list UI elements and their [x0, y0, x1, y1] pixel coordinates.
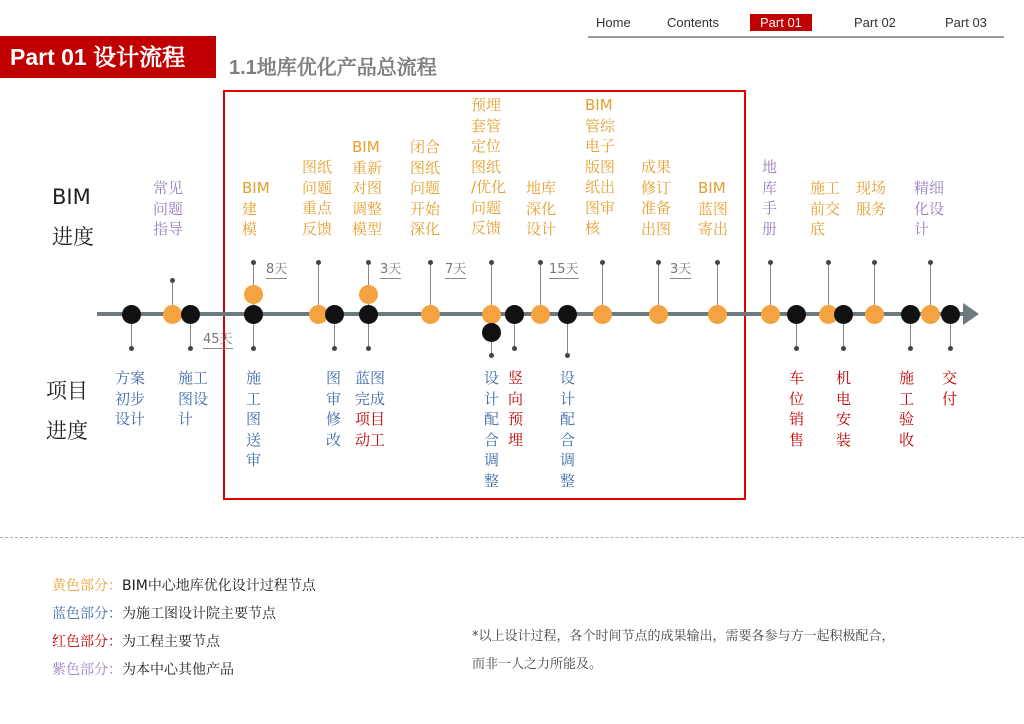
nav-home[interactable]: Home — [596, 15, 631, 30]
bim-milestone-node — [531, 305, 550, 324]
legend-label: 红色部分： — [52, 634, 122, 650]
node-pin — [872, 260, 877, 265]
project-milestone-node — [558, 305, 577, 324]
legend-item — [52, 659, 234, 679]
legend-label: 黄色部分： — [52, 578, 122, 594]
project-milestone-node — [359, 305, 378, 324]
bim-step-label: BIM 重新 对图 调整 模型 — [352, 138, 383, 238]
bim-milestone-node — [593, 305, 612, 324]
project-milestone-node — [787, 305, 806, 324]
bim-step-label: 施工 前交 底 — [810, 179, 841, 238]
node-pin — [332, 346, 337, 351]
node-pin — [768, 260, 773, 265]
bim-milestone-node — [649, 305, 668, 324]
legend-item — [52, 631, 220, 651]
duration-label: 8天 — [266, 258, 287, 279]
row-label-bim: BIM 进度 — [52, 185, 94, 249]
duration-label: 45天 — [203, 328, 233, 349]
project-step-label: 方案 初步 设计 — [115, 369, 146, 428]
bim-milestone-node — [865, 305, 884, 324]
node-pin — [251, 346, 256, 351]
node-pin — [715, 260, 720, 265]
duration-label: 7天 — [445, 258, 466, 279]
bim-milestone-node — [359, 285, 378, 304]
bim-step-label: 地 库 手 册 — [762, 158, 778, 238]
node-pin — [366, 346, 371, 351]
legend-item — [52, 603, 276, 623]
page-subtitle: 1.1地库优化产品总流程 — [229, 57, 437, 79]
project-step-label: 机 电 安 装 — [836, 369, 852, 449]
node-pin — [565, 353, 570, 358]
project-step-label: 设 计 配 合 调 整 — [484, 369, 500, 490]
node-pin — [428, 260, 433, 265]
nav-part-03[interactable]: Part 03 — [945, 15, 987, 30]
bim-step-label: 成果 修订 准备 出图 — [641, 158, 672, 238]
project-step-label: 图 审 修 改 — [326, 369, 342, 449]
bim-milestone-node — [482, 305, 501, 324]
node-pin — [656, 260, 661, 265]
bim-step-label: BIM 管综 电子 版图 纸出 图审 核 — [585, 96, 616, 237]
legend-label: 紫色部分： — [52, 662, 122, 678]
timeline-arrow-icon — [963, 303, 979, 325]
row-label-project: 项目 进度 — [46, 379, 88, 443]
node-pin — [826, 260, 831, 265]
bim-milestone-node — [921, 305, 940, 324]
nav-contents[interactable]: Contents — [667, 15, 720, 30]
bim-milestone-node — [163, 305, 182, 324]
top-nav — [588, 14, 1004, 38]
section-divider — [0, 537, 1024, 538]
node-pin — [188, 346, 193, 351]
bim-step-label: BIM 建 模 — [242, 179, 270, 238]
node-pin — [928, 260, 933, 265]
legend-desc: BIM中心地库优化设计过程节点 — [122, 578, 316, 594]
legend-desc: 为施工图设计院主要节点 — [122, 606, 276, 622]
footnote-line-1: *以上设计过程，各个时间节点的成果输出，需要各参与方一起积极配合， — [472, 629, 895, 644]
legend-desc: 为工程主要节点 — [122, 634, 220, 650]
bim-step-label: 精细 化设 计 — [914, 179, 945, 238]
bim-step-label: 预埋 套管 定位 图纸 /优化 问题 反馈 — [471, 96, 507, 237]
project-step-label: 施 工 图 送 审 — [246, 369, 262, 469]
project-milestone-node — [834, 305, 853, 324]
bim-milestone-node — [421, 305, 440, 324]
footnote-line-2: 而非一人之力所能及。 — [472, 657, 603, 672]
legend-desc: 为本中心其他产品 — [122, 662, 234, 678]
node-pin — [600, 260, 605, 265]
nav-part-01[interactable]: Part 01 — [750, 14, 812, 31]
bim-milestone-node — [244, 285, 263, 304]
nav-part-02[interactable]: Part 02 — [854, 15, 896, 30]
project-milestone-node — [941, 305, 960, 324]
bim-step-label: 闭合 图纸 问题 开始 深化 — [410, 138, 441, 238]
project-step-label: 设 计 配 合 调 整 — [560, 369, 576, 490]
duration-label: 15天 — [549, 258, 579, 279]
node-pin — [794, 346, 799, 351]
node-pin — [129, 346, 134, 351]
bim-milestone-node — [761, 305, 780, 324]
project-milestone-node — [901, 305, 920, 324]
project-step-label: 竖 向 预 埋 — [508, 369, 524, 449]
node-pin — [316, 260, 321, 265]
project-milestone-node — [482, 323, 501, 342]
bim-step-label: 地库 深化 设计 — [526, 179, 557, 238]
legend-item — [52, 575, 316, 595]
project-step-label: 交 付 — [942, 369, 958, 408]
project-step-label: 项目 动工 — [355, 410, 386, 449]
node-pin — [366, 260, 371, 265]
project-step-label: 车 位 销 售 — [789, 369, 805, 449]
project-milestone-node — [325, 305, 344, 324]
project-milestone-node — [244, 305, 263, 324]
project-step-label: 施 工 验 收 — [899, 369, 915, 449]
project-milestone-node — [505, 305, 524, 324]
node-pin — [841, 346, 846, 351]
project-milestone-node — [122, 305, 141, 324]
bim-step-label: 现场 服务 — [856, 179, 887, 218]
duration-label: 3天 — [380, 258, 401, 279]
part-badge: Part 01 设计流程 — [0, 36, 216, 78]
node-pin — [948, 346, 953, 351]
bim-step-label: 图纸 问题 重点 反馈 — [302, 158, 333, 238]
node-pin — [512, 346, 517, 351]
project-step-label: 蓝图 完成 — [355, 369, 386, 408]
node-pin — [908, 346, 913, 351]
node-pin — [251, 260, 256, 265]
node-pin — [489, 353, 494, 358]
project-milestone-node — [181, 305, 200, 324]
node-pin — [170, 278, 175, 283]
duration-label: 3天 — [670, 258, 691, 279]
bim-milestone-node — [708, 305, 727, 324]
node-pin — [538, 260, 543, 265]
bim-step-label: BIM 蓝图 寄出 — [698, 179, 729, 238]
node-pin — [489, 260, 494, 265]
bim-step-label: 常见 问题 指导 — [153, 179, 184, 238]
legend-label: 蓝色部分： — [52, 606, 122, 622]
project-step-label: 施工 图设 计 — [178, 369, 209, 428]
